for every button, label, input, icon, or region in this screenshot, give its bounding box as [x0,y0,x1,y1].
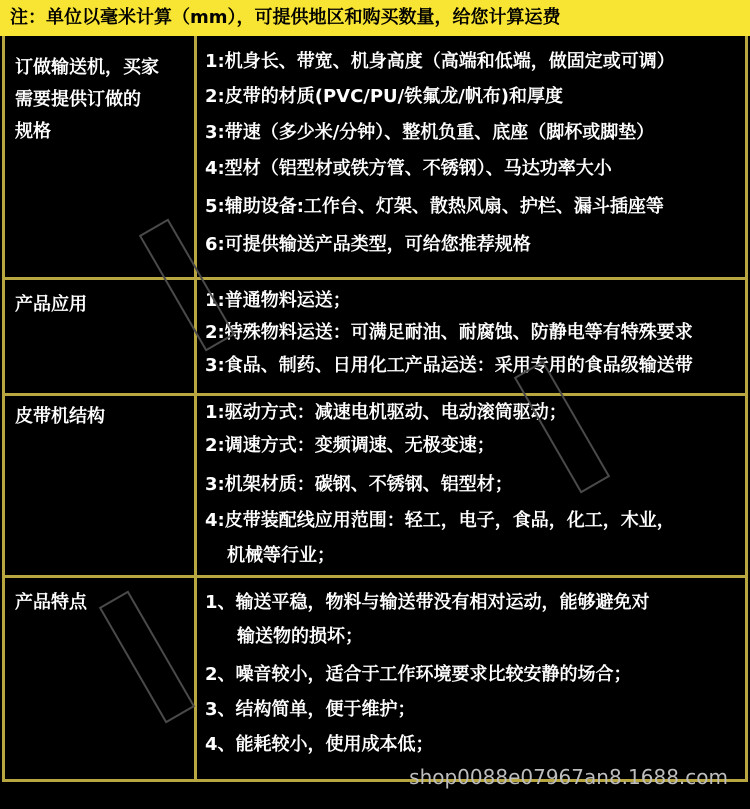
shop-url: shop0088e07967an8.1688.com [409,765,728,789]
list-item: 2:调速方式：变频调速、无极变速； [205,435,495,456]
list-item: 4:皮带装配线应用范围：轻工，电子，食品，化工，木业， [205,510,675,531]
list-item: 1:驱动方式：减速电机驱动、电动滚筒驱动； [205,402,567,423]
list-item: 5:辅助设备:工作台、灯架、散热风扇、护栏、漏斗插座等 [205,196,664,217]
list-item: 2:皮带的材质(PVC/PU/铁氟龙/帆布)和厚度 [205,86,564,107]
row-divider [5,575,745,578]
heading-line: 订做输送机，买家 [15,57,159,78]
list-item: 6:可提供输送产品类型，可给您推荐规格 [205,234,531,255]
list-item-continuation: 输送物的损坏； [237,626,363,647]
list-item: 4:型材（铝型材或铁方管、不锈钢）、马达功率大小 [205,158,612,179]
section-heading-custom-order [15,52,190,148]
notice-banner: 注：单位以毫米计算（mm），可提供地区和购买数量，给您计算运费 [0,0,750,36]
list-item: 1:机身长、带宽、机身高度（高端和低端，做固定或可调） [205,51,675,72]
list-item-continuation: 机械等行业； [227,545,335,566]
section-heading-structure: 皮带机结构 [15,406,105,427]
list-item: 3:机架材质：碳钢、不锈钢、铝型材； [205,474,513,495]
column-divider [194,36,197,779]
row-divider [5,393,745,396]
list-item: 3、结构简单，便于维护； [205,699,416,720]
section-heading-application: 产品应用 [15,294,87,315]
spec-table [2,36,748,782]
heading-line: 规格 [15,121,51,142]
list-item: 1、输送平稳，物料与输送带没有相对运动，能够避免对 [205,592,650,613]
list-item: 2、噪音较小，适合于工作环境要求比较安静的场合； [205,664,632,685]
list-item: 4、能耗较小，使用成本低； [205,734,434,755]
list-item: 3:食品、制药、日用化工产品运送：采用专用的食品级输送带 [205,355,693,376]
list-item: 1:普通物料运送； [205,290,351,311]
section-heading-features: 产品特点 [15,592,87,613]
list-item: 2:特殊物料运送：可满足耐油、耐腐蚀、防静电等有特殊要求 [205,322,693,343]
heading-line: 需要提供订做的 [15,89,141,110]
row-divider [5,277,745,280]
list-item: 3:带速（多少米/分钟）、整机负重、底座（脚杯或脚垫） [205,122,655,143]
